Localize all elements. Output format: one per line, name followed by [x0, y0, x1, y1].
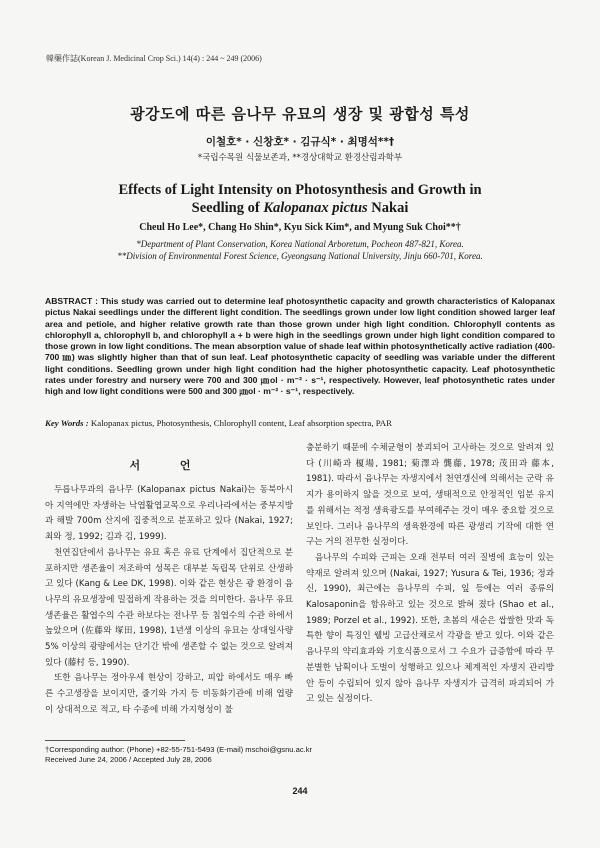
keywords	[45, 418, 555, 428]
journal-header: 韓藥作誌(Korean J. Medicinal Crop Sci.) 14(4) : 244 ~ 249 (2006)	[46, 54, 262, 63]
english-authors: Cheul Ho Lee*, Chang Ho Shin*, Kyu Sick Kim*, and Myung Suk Choi**†	[139, 222, 461, 233]
affiliation-2: **Division of Environmental Forest Science, Gyeongsang National University, Jinju 660-701, Korea.	[117, 251, 483, 261]
abstract-text: This study was carried out to determine leaf photosynthetic capacity and growth characteristics of Kalopanax pictus Nakai seedlings under the different light condition. The seedlings grown under low light condition showed larger leaf area and petiole, and higher relative growth rate than those grown under high light condition. Chlorophyll contents as chlorophyll a, chlorophyll b, and chlorophyll a + b were high in the seedlings grown under high light condition compared to those grown in low light conditions. The mean absorption value of shade leaf within photosynthetically active radiation (400-700 ㎚) was slightly higher than that of sun leaf. Leaf photosynthetic capacity of seedling was variable under the different light conditions. Seedling grown under high light condition had the higher photosynthetic capacity. Leaf photosynthetic rates under forestry and nursery were 700 and 300 ㎛ol · m⁻² · s⁻¹, respectively. However, leaf photosynthetic rates under high and low light conditions were 500 and 300 ㎛ol · m⁻² · s⁻¹, respectively.	[45, 296, 555, 397]
right-column	[306, 441, 554, 708]
english-title	[0, 181, 600, 217]
affiliation-1: *Department of Plant Conservation, Korea National Arboretum, Pocheon 487-821, Korea.	[136, 239, 464, 249]
english-title-line2	[0, 199, 600, 217]
abstract	[45, 296, 555, 398]
english-title-prefix: Seedling of	[191, 200, 264, 216]
page-number: 244	[292, 786, 308, 796]
korean-title: 광강도에 따른 음나무 유묘의 생장 및 광합성 특성	[130, 105, 470, 123]
english-title-species: Kalopanax pictus	[263, 200, 368, 216]
paragraph: 두릅나무과의 음나무 (Kalopanax pictus Nakai)는 동북아시아 지역에만 자생하는 낙엽활엽교목으로 우리나라에서는 중부지방과 해발 700m 산지에 집중적으로 분포하고 있다 (Nakai, 1927; 최와 정, 1992; 김과 김, 1999).	[45, 485, 293, 543]
paragraph: 음나무의 수피와 근피는 오래 전부터 여러 질병에 효능이 있는 약재로 알려져 있으며 (Nakai, 1927; Yusura & Tei, 1936; 정과 신, 1990), 최근에는 음나무의 수피, 잎 등에는 여러 종류의 Kalosaponin을 함유하고 있는 것으로 밝혀 졌다 (Shao et al., 1989; Porzel et al., 1992). 또한, 초봄의 새순은 쌉쌀한 맛과 독특한 향이 특징인 웰빙 고급산채로서 각광을 받고 있다. 이와 같은 음나무의 약리효과와 기호식품으로서 그 수요가 급증함에 따라 무분별한 남획이나 도벌이 성행하고 있으나 체계적인 자생지 관리방안 등이 수립되어 있지 않아 음나무 자생지가 급격히 파괴되어 가고 있는 실정이다.	[306, 552, 554, 705]
footnote-received-date: Received June 24, 2006 / Accepted July 28, 2006	[45, 755, 212, 764]
paragraph: 천연집단에서 음나무는 유묘 혹은 유료 단계에서 집단적으로 분포하지만 생존율이 저조하여 성목은 대부분 독립목 단위로 산생하고 있다 (Kang & Lee DK, 1998). 이와 같은 현상은 광 환경이 음나무의 유묘생장에 밀접하게 작용하는 것을 의미한다. 음나무 유묘 생존율은 활엽수의 수관 하보다는 전나무 등 침엽수의 수관 하에서 높았으며 (佐藤와 塚田, 1998), 1년생 이상의 유묘는 상대일사량 5% 이상의 광량에서는 단기간 밖에 생존할 수 없는 것으로 알려져 있다 (藤村 등, 1990).	[45, 547, 293, 668]
keywords-text: Kalopanax pictus, Photosynthesis, Chlorophyll content, Leaf absorption spectra, PAR	[90, 418, 393, 428]
footnote-divider	[45, 740, 185, 741]
paragraph: 또한 음나무는 정아우세 현상이 강하고, 피압 하에서도 매우 빠른 수고생장을 보이지만, 줄기와 가지 등 비동화기관에 비해 엽량이 상대적으로 적고, 타 수종에 비해 가지형성이 불	[45, 673, 293, 715]
left-column	[45, 483, 293, 719]
korean-affiliations: *국립수목원 식물보존과, **경상대학교 환경산림과학부	[197, 153, 403, 163]
footnote	[45, 745, 312, 765]
keywords-label: Key Words :	[45, 418, 91, 428]
english-title-line1: Effects of Light Intensity on Photosynthesis and Growth in	[118, 182, 482, 198]
english-title-suffix: Nakai	[367, 200, 409, 216]
section-heading-introduction: 서 언	[129, 459, 209, 472]
paragraph: 충분하기 때문에 수체균형이 붕괴되어 고사하는 것으로 알려져 있다 (川崎과 榎場, 1981; 菊澤과 龔藤, 1978; 茂田과 藤本, 1981). 따라서 음나무는 자생지에서 천연갱신에 의해서는 군락 유지가 용이하지 않을 것으로 보여, 생태적으로 안정적인 임분 유지를 위해서는 적정 생육광도를 부여해주는 것이 매우 중요할 것으로 보인다. 그러나 음나무의 생육환경에 따른 광생리 기작에 대한 연구는 거의 전무한 실정이다.	[306, 443, 554, 548]
english-affiliations	[0, 238, 600, 262]
korean-authors: 이철호* · 신창호* · 김규식* · 최명석**†	[205, 136, 395, 148]
abstract-label: ABSTRACT :	[45, 296, 101, 306]
footnote-corresponding-author: †Corresponding author: (Phone) +82-55-751-5493 (E-mail) mschoi@gsnu.ac.kr	[45, 745, 313, 754]
